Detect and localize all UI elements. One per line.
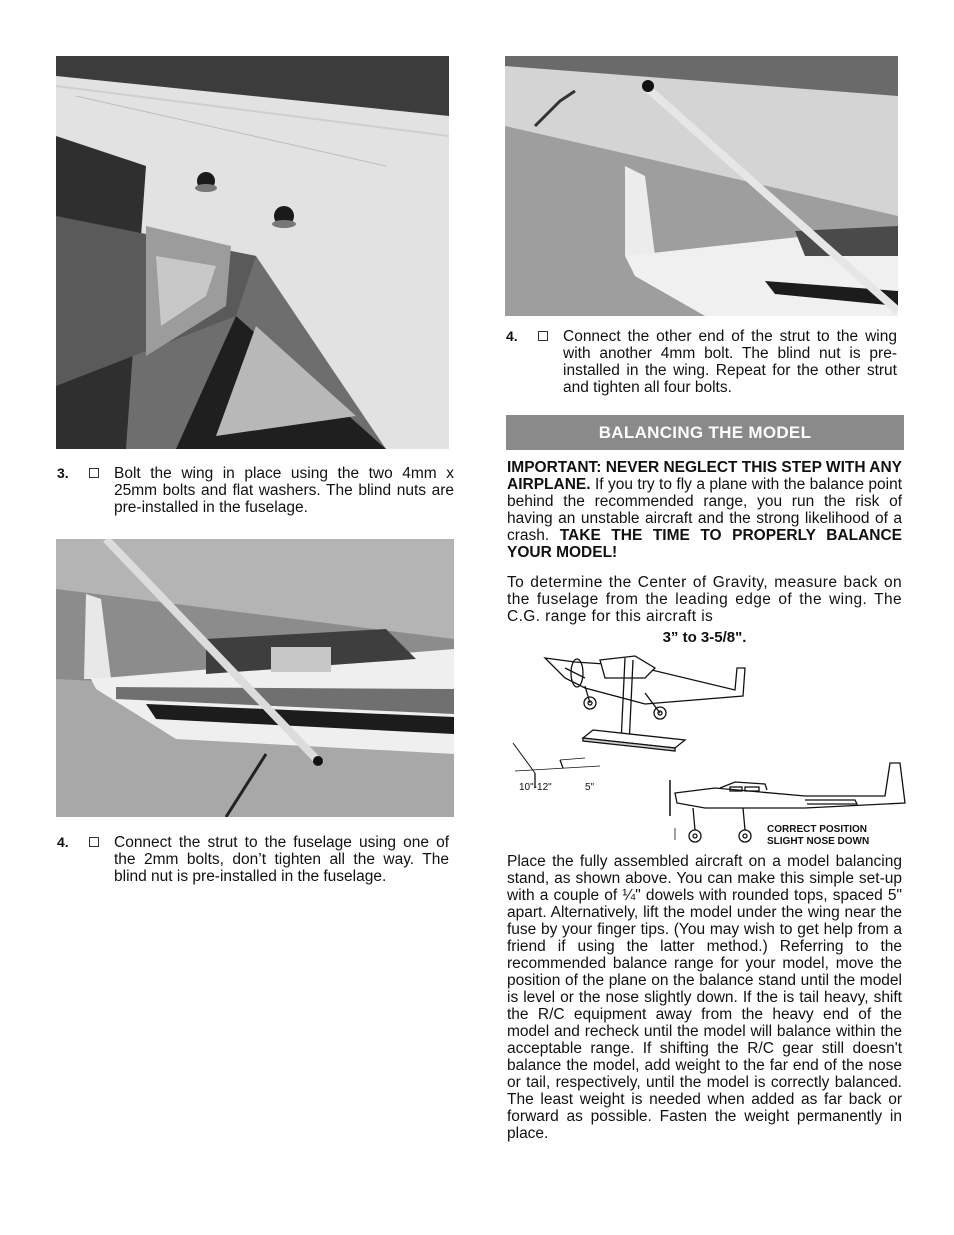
section-title: BALANCING THE MODEL: [506, 415, 904, 450]
step-text: Connect the strut to the fuselage using one of the 2mm bolts, don’t tighten all the way. The blind nut is pre-installed in the fuselage.: [114, 834, 449, 885]
diagram-caption-1: CORRECT POSITION: [767, 824, 868, 835]
wing-bolts-photo: [56, 56, 449, 449]
step-number: 4.: [57, 834, 69, 850]
cg-range: 3” to 3-5/8".: [662, 629, 747, 646]
step-4-left: [57, 834, 454, 889]
important-emphasis: TAKE THE TIME TO PROPERLY BALANCE YOUR MODEL!: [507, 527, 902, 561]
balance-paragraph: Place the fully assembled aircraft on a model balancing stand, as shown above. You can make this simple set-up with a couple of ¼" dowels with rounded tops, spaced 5" apart. Alternatively, lift the model under the wing near the fuse by your finger tips. (You may wish to get help from a friend if using the latter method.) Referring to the recommended balance range for your model, move the position of the plane on the balance stand until the model is level or the nose slightly down. If the is tail heavy, shift the R/C equipment away from the heavy end of the model and recheck until the model will balance within the acceptable range. If shifting the R/C gear still doesn't balance the model, add weight to the far end of the nose or tail, respectively, until the model is correctly balanced. The least weight is needed when added as far back or forward as possible. Fasten the weight permanently in place.: [507, 853, 902, 1142]
strut-wing-photo: [505, 56, 898, 316]
checkbox[interactable]: [538, 331, 548, 341]
step-text: Connect the other end of the strut to the wing with another 4mm bolt. The blind nut is pre-installed in the wing. Repeat for the other strut and tighten all four bolts.: [563, 328, 897, 396]
dimension-label-1: 10"-12": [519, 782, 552, 793]
important-text: If you try to fly a plane with the balance point behind the recommended range, you run the risk of having an unstable aircraft and the strong likelihood of a crash.: [507, 476, 902, 544]
step-number: 4.: [506, 328, 518, 344]
step-text: Bolt the wing in place using the two 4mm x 25mm bolts and flat washers. The blind nuts are pre-installed in the fuselage.: [114, 465, 454, 516]
diagram-caption-2: SLIGHT NOSE DOWN: [767, 836, 870, 847]
step-number: 3.: [57, 465, 69, 481]
step-4-right: [506, 328, 904, 400]
airplane-on-stand-illustration: [513, 656, 745, 788]
important-label: IMPORTANT: NEVER NEGLECT THIS STEP WITH ANY AIRPLANE.: [507, 459, 902, 493]
checkbox[interactable]: [89, 837, 99, 847]
balancing-diagram: [505, 648, 910, 850]
strut-fuselage-photo: [56, 539, 454, 817]
cg-paragraph: To determine the Center of Gravity, measure back on the fuselage from the leading edge of the wing. The C.G. range for this aircraft is: [507, 574, 902, 625]
checkbox[interactable]: [89, 468, 99, 478]
important-paragraph: [507, 459, 902, 561]
dimension-label-2: 5": [585, 782, 595, 793]
step-3: [57, 465, 454, 520]
